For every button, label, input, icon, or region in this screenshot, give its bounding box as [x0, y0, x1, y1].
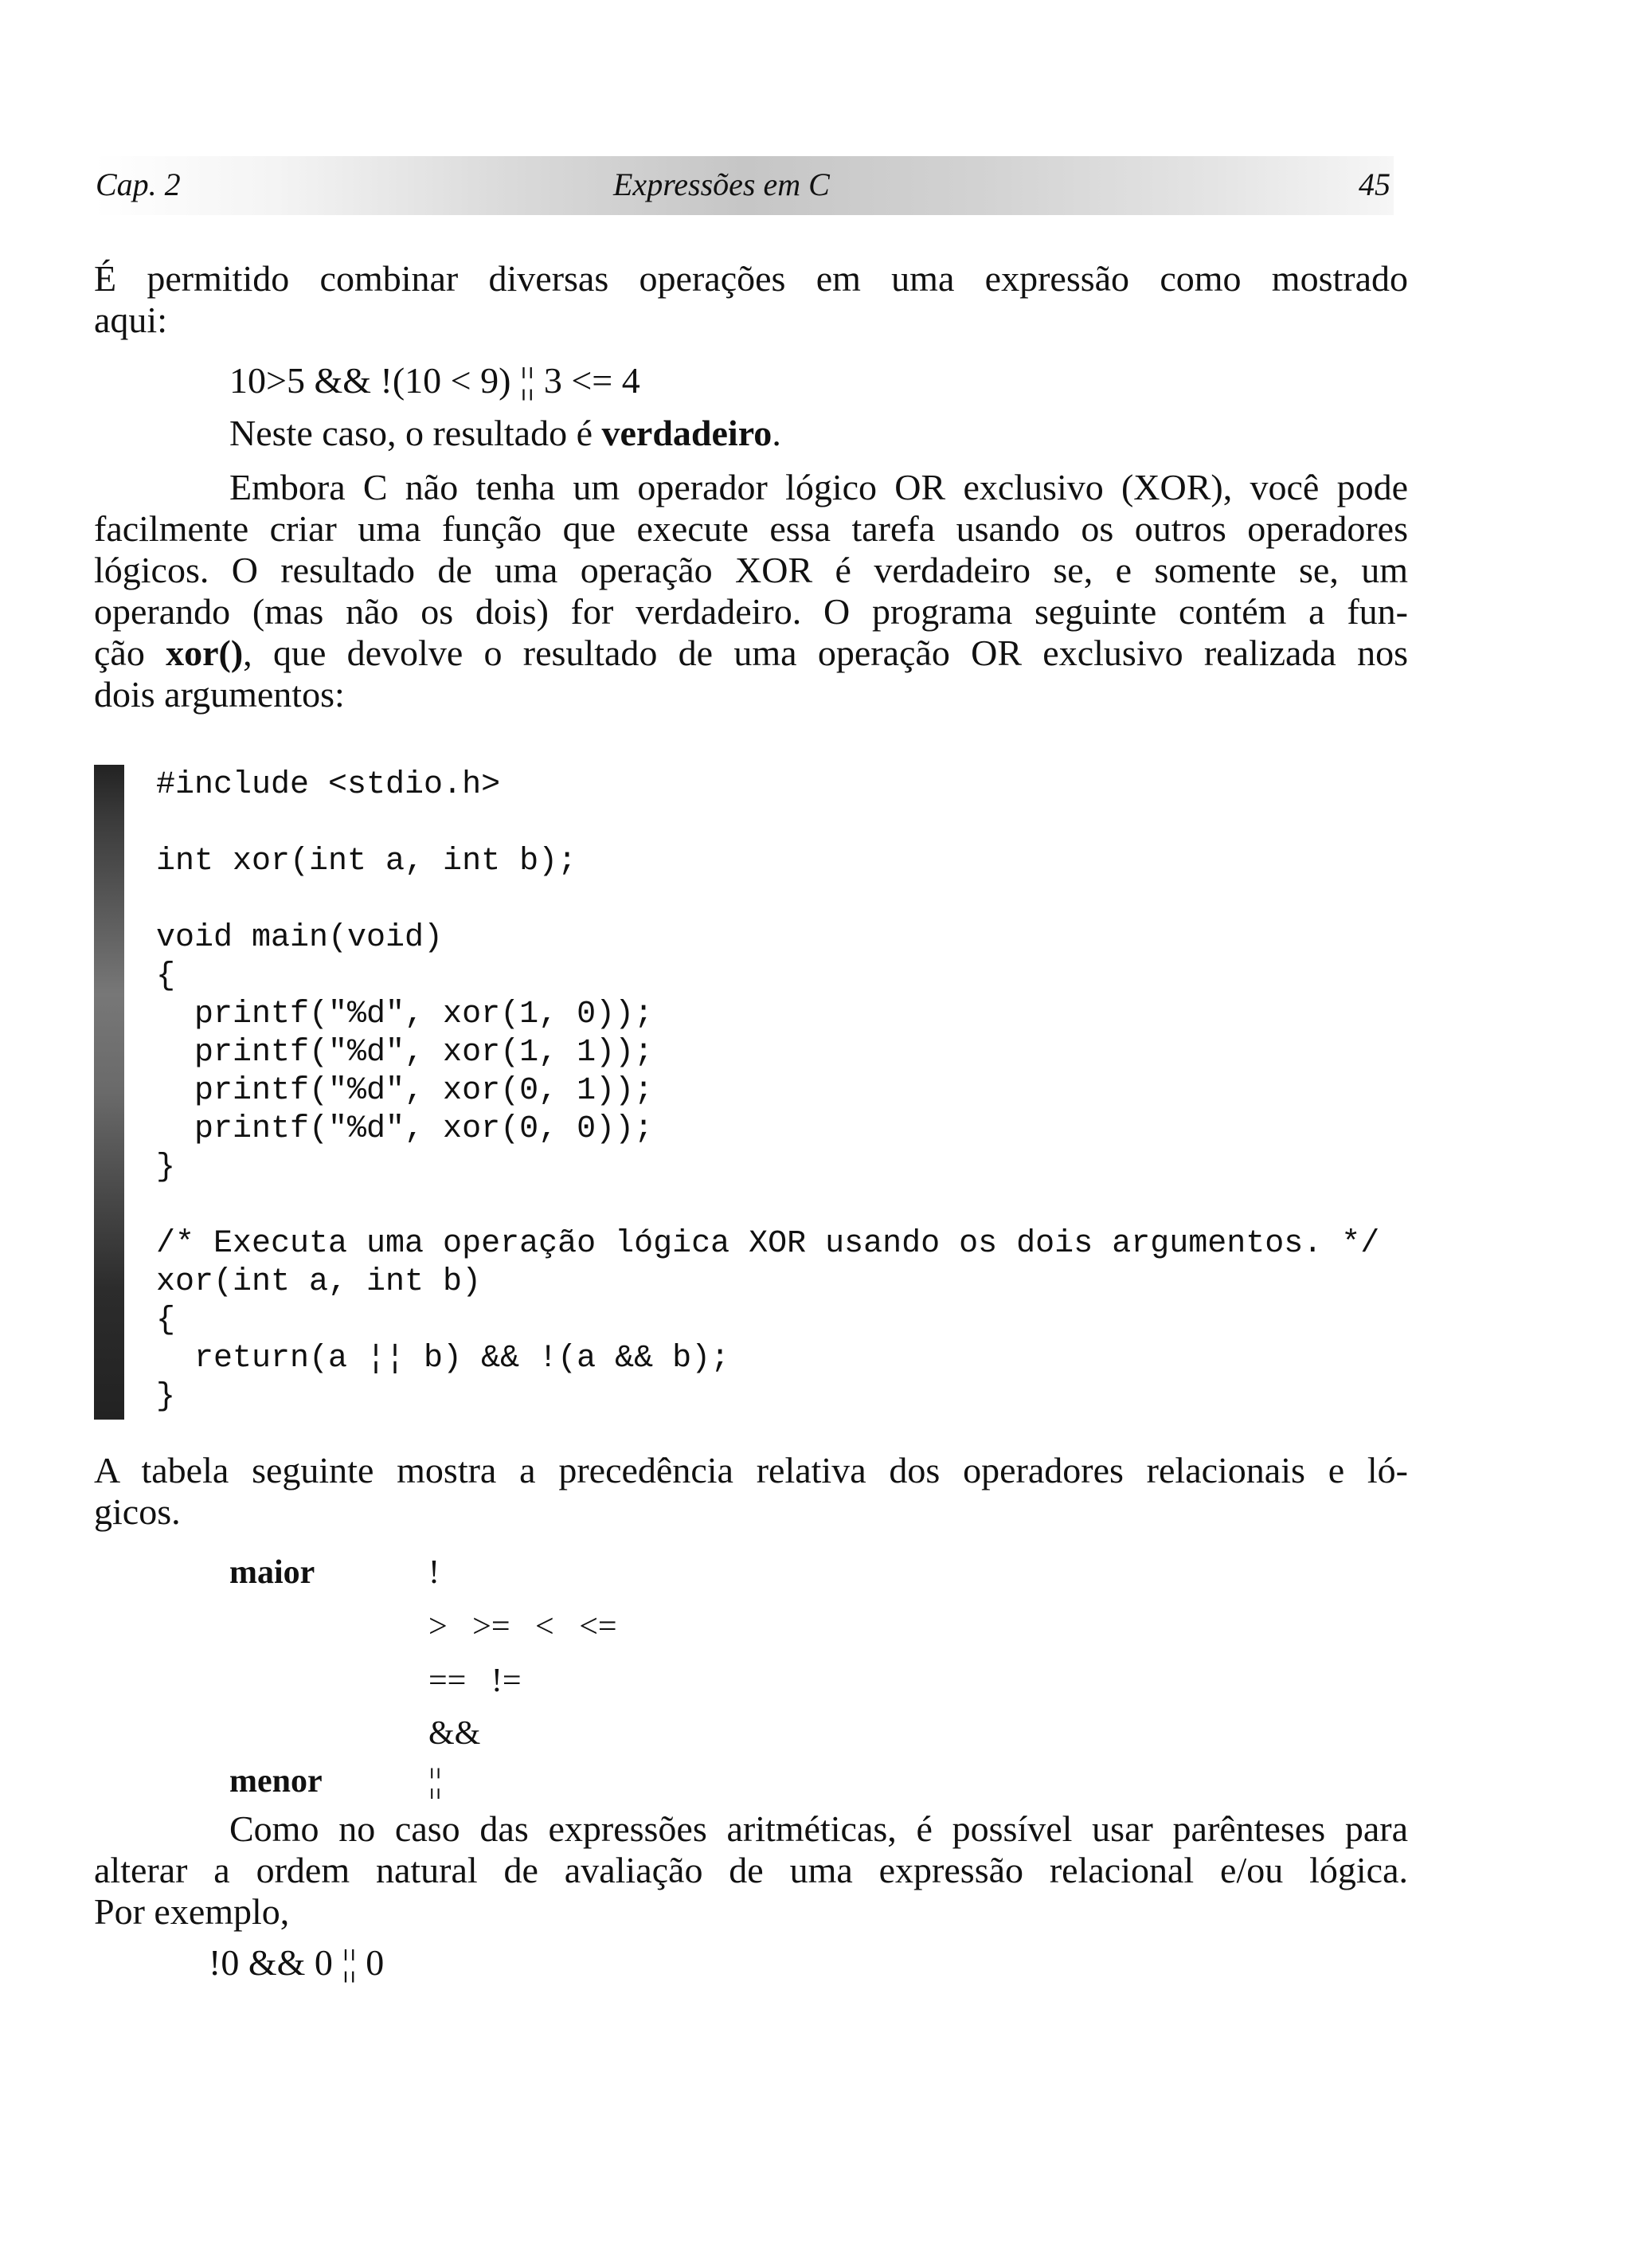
precedence-high-label: maior — [229, 1554, 315, 1591]
closing-example-expression: !0 && 0 ¦¦ 0 — [209, 1942, 385, 1983]
intro-line-2: aqui: — [94, 300, 167, 340]
intro-result-bold: verdadeiro — [601, 413, 772, 453]
xor-paragraph — [94, 467, 1408, 715]
closing-line-3: Por exemplo, — [94, 1891, 290, 1932]
intro-paragraph — [94, 258, 1408, 341]
closing-line-1: Como no caso das expressões aritméticas, é possível usar parênteses para — [229, 1808, 1408, 1849]
precedence-low-label: menor — [229, 1763, 323, 1800]
xor-function-name: xor() — [166, 633, 244, 673]
precedence-row-1: ! — [428, 1554, 440, 1591]
closing-paragraph — [94, 1808, 1408, 1933]
code-margin-bar — [94, 765, 124, 1420]
xor-line-5-suffix: , que devolve o resultado de uma operação OR exclusivo realizada nos — [243, 633, 1408, 673]
xor-line-6: dois argumentos: — [94, 674, 345, 715]
code-listing: #include <stdio.h> int xor(int a, int b); void main(void) { printf("%d", xor(1, 0)); printf("%d", xor(1, 1)); printf("%d", xor(0, 1)); printf("%d", xor(0, 0)); } /* Executa uma operação lógica XOR usando os dois argumentos. */ xor(int a, int b) { return(a ¦¦ b) && !(a && b); } — [156, 767, 1380, 1415]
precedence-intro — [94, 1450, 1408, 1533]
intro-result-prefix: Neste caso, o resultado é — [229, 413, 602, 453]
intro-result-suffix: . — [772, 413, 781, 453]
precedence-row-5: ¦¦ — [428, 1763, 442, 1800]
intro-example-expression: 10>5 && !(10 < 9) ¦¦ 3 <= 4 — [229, 360, 640, 401]
xor-line-2: facilmente criar uma função que execute essa tarefa usando os outros operadores — [94, 508, 1408, 549]
xor-line-3: lógicos. O resultado de uma operação XOR é verdadeiro se, e somente se, um — [94, 550, 1408, 590]
intro-result — [229, 413, 781, 454]
intro-line-1: É permitido combinar diversas operações em uma expressão como mostrado — [94, 258, 1408, 299]
precedence-row-4: && — [428, 1715, 481, 1752]
running-head-title: Expressões em C — [613, 166, 830, 202]
closing-line-2: alterar a ordem natural de avaliação de uma expressão relacional e/ou lógica. — [94, 1850, 1408, 1890]
running-head-chapter: Cap. 2 — [96, 166, 181, 202]
xor-line-5 — [94, 633, 1408, 674]
page-number: 45 — [1359, 166, 1390, 202]
precedence-row-3: == != — [428, 1663, 522, 1699]
precedence-intro-line-2: gicos. — [94, 1491, 181, 1532]
xor-line-4: operando (mas não os dois) for verdadeiro. O programa seguinte contém a fun- — [94, 591, 1408, 632]
precedence-row-2: > >= < <= — [428, 1608, 617, 1645]
xor-line-1: Embora C não tenha um operador lógico OR exclusivo (XOR), você pode — [229, 467, 1408, 507]
xor-line-5-prefix: ção — [94, 633, 166, 673]
precedence-intro-line-1: A tabela seguinte mostra a precedência relativa dos operadores relacionais e ló- — [94, 1450, 1408, 1490]
